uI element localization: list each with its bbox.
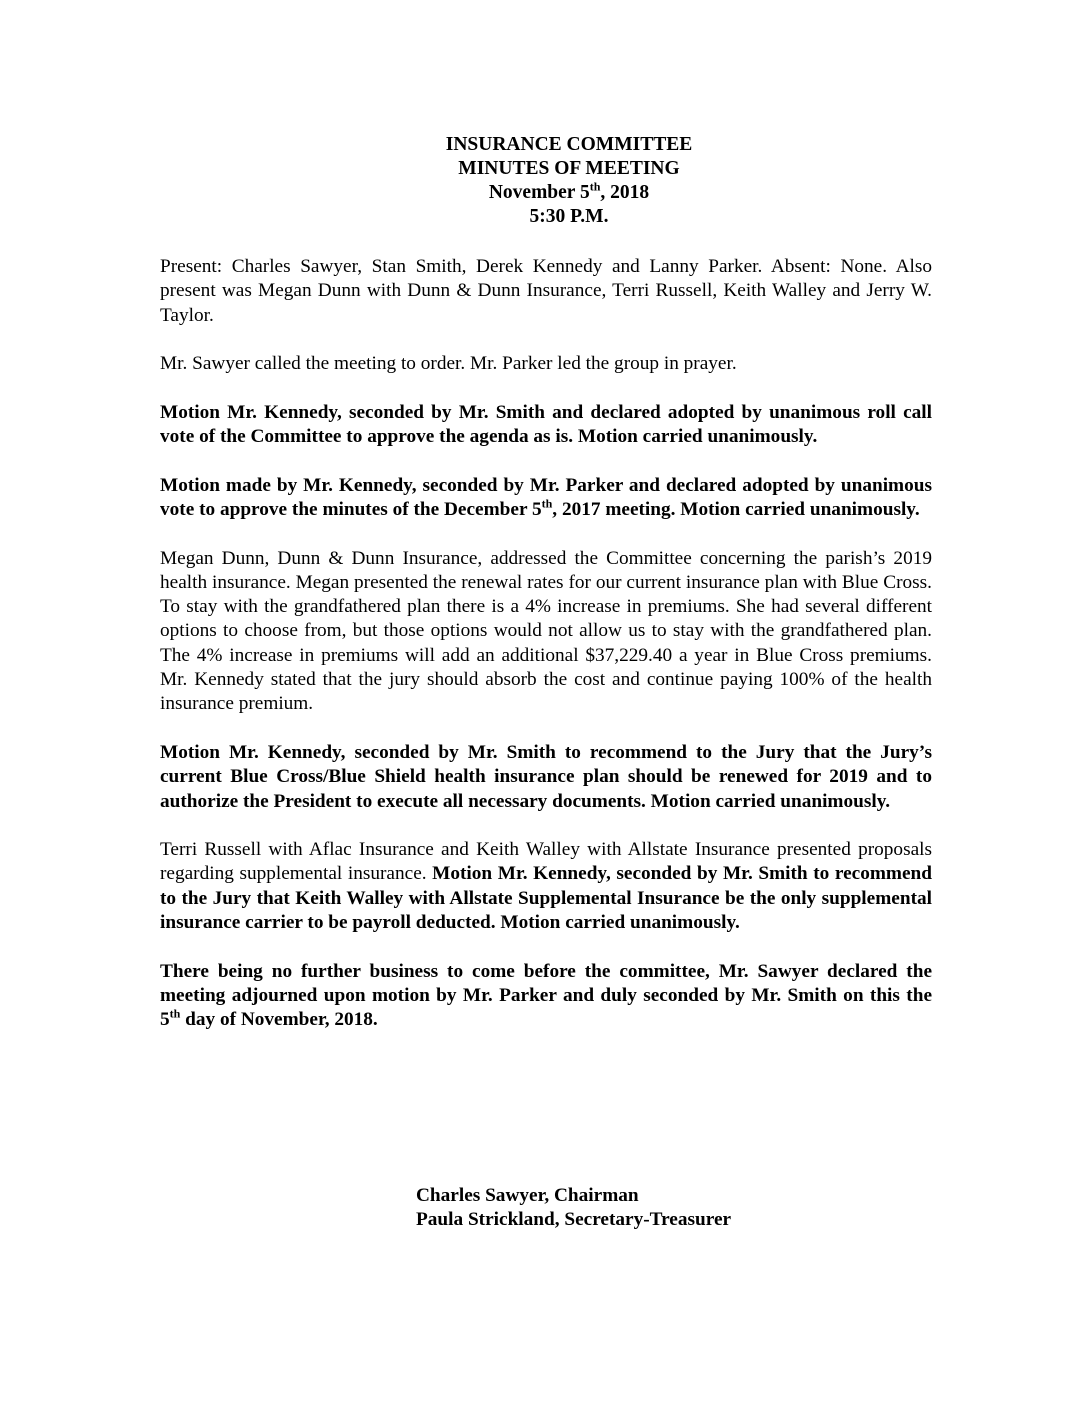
attendance-paragraph: Present: Charles Sawyer, Stan Smith, Derek Kennedy and Lanny Parker. Absent: None. Also present was Megan Dunn with Dunn & Dunn Insurance, Terri Russell, Keith Walley and Jerry W. Taylor. bbox=[160, 256, 932, 326]
minutes-subtitle: MINUTES OF MEETING bbox=[458, 158, 680, 179]
supplemental-motion-text: Motion Mr. Kennedy, seconded by Mr. Smith to recommend to the Jury that Keith Walley with Allstate Supplemental Insurance be the only supplemental insurance carrier to be payroll deducted. Motion carried unanimously. bbox=[160, 863, 932, 934]
health-insurance-paragraph: Megan Dunn, Dunn & Dunn Insurance, addressed the Committee concerning the parish’s 2019 health insurance. Megan presented the renewal rates for our current insurance plan with Blue Cross. To stay with the grandfathered plan there is a 4% increase in premiums. She had several different options to choose from, but those options would not allow us to stay with the grandfathered plan. The 4% increase in premiums will add an additional $37,229.40 a year in Blue Cross premiums. Mr. Kennedy stated that the jury should absorb the cost and continue paying 100% of the health insurance premium. bbox=[160, 547, 932, 715]
minutes-body bbox=[160, 255, 932, 1057]
secretary-signature: Paula Strickland, Secretary-Treasurer bbox=[416, 1209, 732, 1231]
adjournment-paragraph: There being no further business to come before the committee, Mr. Sawyer declared the meeting adjourned upon motion by Mr. Parker and duly seconded by Mr. Smith on this the 5th day of November, 2018. bbox=[160, 960, 932, 1031]
committee-title: INSURANCE COMMITTEE bbox=[445, 134, 693, 155]
document-header bbox=[0, 133, 1088, 229]
meeting-time: 5:30 P.M. bbox=[529, 206, 609, 227]
renewal-motion-paragraph: Motion Mr. Kennedy, seconded by Mr. Smith to recommend to the Jury that the Jury’s current Blue Cross/Blue Shield health insurance plan should be renewed for 2019 and to authorize the President to execute all necessary documents. Motion carried unanimously. bbox=[160, 741, 932, 812]
chairman-signature: Charles Sawyer, Chairman bbox=[416, 1185, 639, 1206]
signature-block bbox=[416, 1184, 731, 1233]
call-to-order-paragraph: Mr. Sawyer called the meeting to order. Mr. Parker led the group in prayer. bbox=[160, 353, 737, 375]
agenda-motion-paragraph: Motion Mr. Kennedy, seconded by Mr. Smith and declared adopted by unanimous roll call vote of the Committee to approve the agenda as is. Motion carried unanimously. bbox=[160, 401, 932, 448]
supplemental-insurance-paragraph: Terri Russell with Aflac Insurance and Keith Walley with Allstate Insurance presented proposals regarding supplemental insurance. Motion Mr. Kennedy, seconded by Mr. Smith to recommend to the Jury that Keith Walley with Allstate Supplemental Insurance be the only supplemental insurance carrier to be payroll deducted. Motion carried unanimously. bbox=[160, 839, 932, 934]
minutes-motion-paragraph: Motion made by Mr. Kennedy, seconded by Mr. Parker and declared adopted by unanimous vote to approve the minutes of the December 5th, 2017 meeting. Motion carried unanimously. bbox=[160, 474, 932, 520]
meeting-date: November 5th, 2018 bbox=[488, 179, 650, 203]
